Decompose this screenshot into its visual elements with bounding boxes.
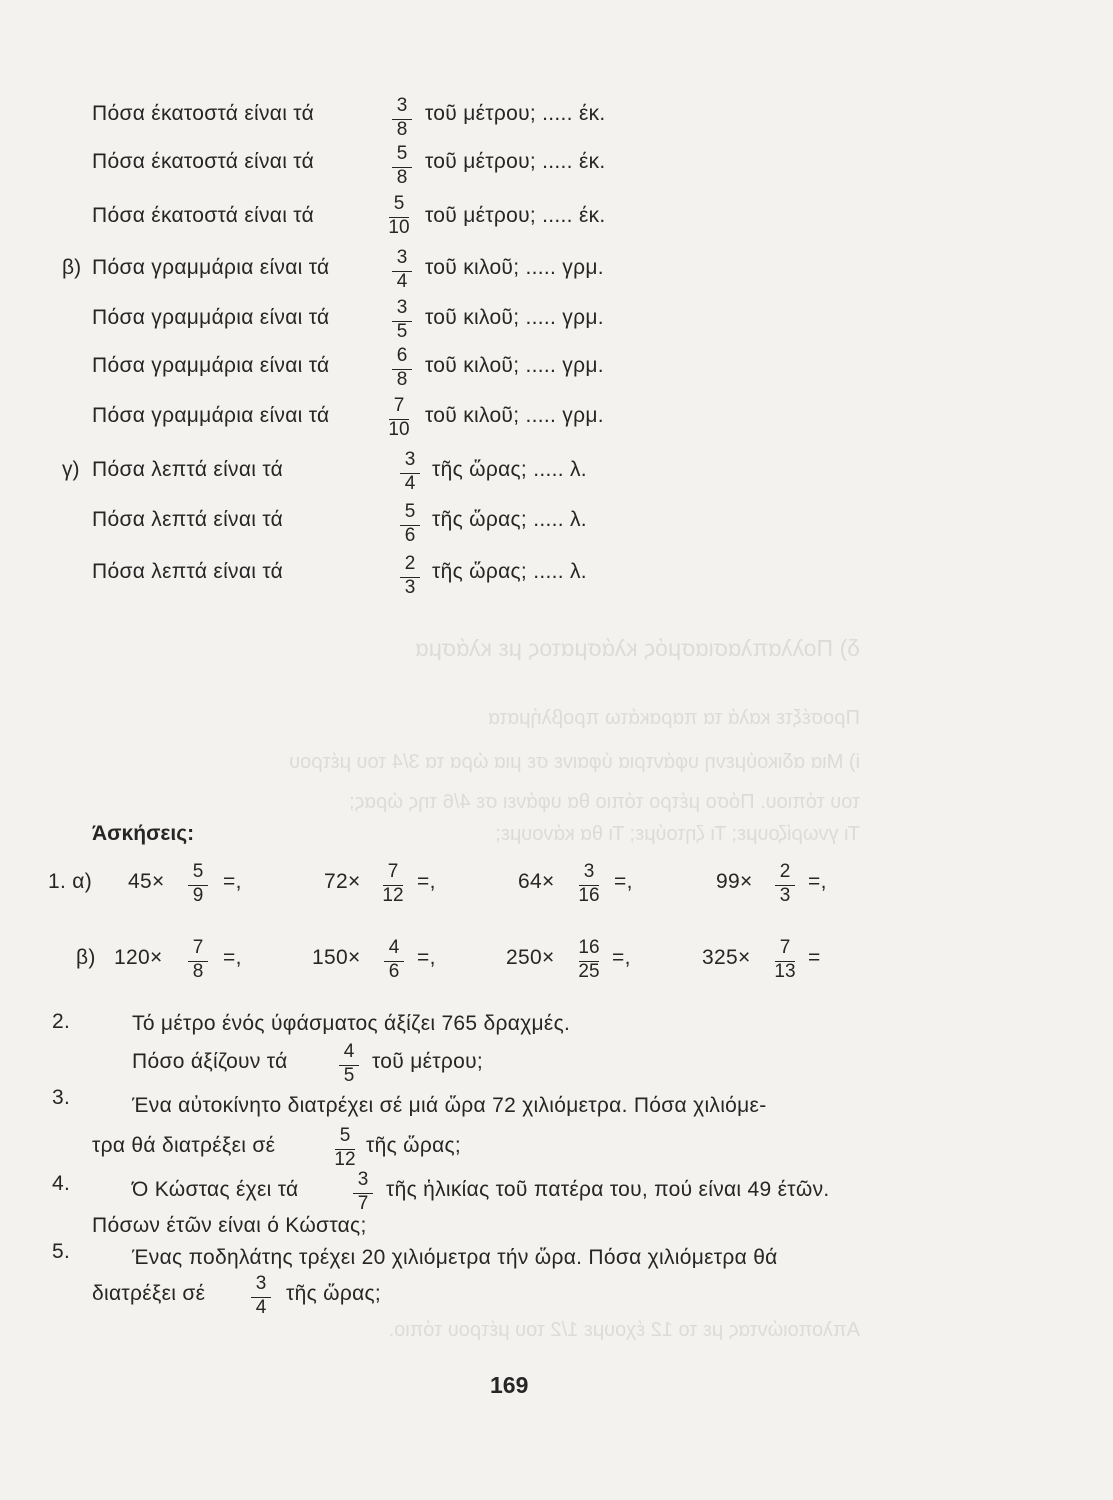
ghost-line: i) Μια αδικούμενη υφάντρια ύφαινε σε μια ώρα τα 3/4 του μέτρου <box>289 751 860 773</box>
multiplicand: 99× <box>716 870 753 893</box>
exercise-text: Τό μέτρο ένός ύφάσματος άξίζει 765 δραχμές. <box>132 1012 571 1035</box>
question-text: Πόσα γραμμάρια είναι τά <box>92 354 330 377</box>
denominator: 5 <box>396 321 408 342</box>
exercise-text: τῆς ἡλικίας τοῦ πατέρα του, πού είναι 49 έτῶν. <box>386 1178 830 1201</box>
question-suffix: τοῦ μέτρου; ..... έκ. <box>425 204 606 227</box>
numerator: 2 <box>404 553 416 574</box>
denominator: 13 <box>774 961 796 982</box>
numerator: 5 <box>393 193 405 214</box>
denominator: 9 <box>192 885 204 906</box>
question-suffix: τῆς ὥρας; ..... λ. <box>432 458 587 481</box>
denominator: 3 <box>779 885 791 906</box>
denominator: 12 <box>382 885 404 906</box>
ghost-line: Προσέξτε καλά τα παρακάτω προβλήματα <box>488 707 860 729</box>
multiplicand: 250× <box>506 946 555 969</box>
denominator: 8 <box>396 167 408 188</box>
numerator: 3 <box>396 95 408 116</box>
numerator: 5 <box>192 861 204 882</box>
numerator: 4 <box>343 1041 355 1062</box>
numerator: 7 <box>387 861 399 882</box>
denominator: 4 <box>255 1297 267 1318</box>
question-suffix: τοῦ μέτρου; ..... έκ. <box>425 150 606 173</box>
section-label-c: γ) <box>62 458 80 481</box>
denominator: 10 <box>388 419 410 440</box>
exercise-number: 3. <box>52 1086 71 1109</box>
question-suffix: τοῦ κιλοῦ; ..... γρμ. <box>425 306 604 329</box>
question-suffix: τοῦ μέτρου; ..... έκ. <box>425 102 606 125</box>
question-suffix: τοῦ κιλοῦ; ..... γρμ. <box>425 354 604 377</box>
denominator: 7 <box>357 1193 369 1214</box>
denominator: 4 <box>396 271 408 292</box>
question-text: Πόσα γραμμάρια είναι τά <box>92 404 330 427</box>
denominator: 8 <box>396 369 408 390</box>
question-suffix: τῆς ὥρας; ..... λ. <box>432 508 587 531</box>
denominator: 5 <box>343 1065 355 1086</box>
exercise-text: τρα θά διατρέξει σέ <box>92 1134 276 1157</box>
question-text: Πόσα γραμμάρια είναι τά <box>92 306 330 329</box>
multiplicand: 45× <box>128 870 165 893</box>
numerator: 7 <box>393 395 405 416</box>
numerator: 5 <box>339 1125 351 1146</box>
numerator: 3 <box>396 247 408 268</box>
numerator: 2 <box>779 861 791 882</box>
denominator: 10 <box>388 217 410 238</box>
numerator: 3 <box>396 297 408 318</box>
exercise-text: Ένα αὐτοκίνητο διατρέχει σέ μιά ὥρα 72 χιλιόμετρα. Πόσα χιλιόμε- <box>132 1094 767 1117</box>
question-suffix: τῆς ὥρας; ..... λ. <box>432 560 587 583</box>
exercise-text: τῆς ὥρας; <box>366 1134 462 1157</box>
multiplicand: 325× <box>702 946 751 969</box>
denominator: 8 <box>192 961 204 982</box>
numerator: 6 <box>396 345 408 366</box>
question-text: Πόσα γραμμάρια είναι τά <box>92 256 330 279</box>
numerator: 5 <box>396 143 408 164</box>
exercise-text: τοῦ μέτρου; <box>372 1050 483 1073</box>
multiplicand: 150× <box>312 946 361 969</box>
exercise-1-label-b: β) <box>76 946 96 969</box>
section-label-b: β) <box>62 256 82 279</box>
equals-blank: =, <box>417 870 436 893</box>
denominator: 25 <box>578 961 600 982</box>
equals-blank: =, <box>808 870 827 893</box>
equals-blank: = <box>808 946 821 969</box>
equals-blank: =, <box>417 946 436 969</box>
exercise-text: διατρέξει σέ <box>92 1282 206 1305</box>
ghost-line: του τόπιου. Πόσο μέτρο τόπιο θα υφάνει σε 4/6 της ώρας; <box>349 791 860 813</box>
exercise-number: 2. <box>52 1010 71 1033</box>
numerator: 4 <box>388 937 400 958</box>
exercise-text: τῆς ὥρας; <box>286 1282 382 1305</box>
exercise-text: Ό Κώστας έχει τά <box>132 1178 299 1201</box>
numerator: 3 <box>357 1169 369 1190</box>
denominator: 3 <box>404 577 416 598</box>
question-text: Πόσα έκατοστά είναι τά <box>92 150 315 173</box>
multiplicand: 64× <box>518 870 555 893</box>
question-text: Πόσα λεπτά είναι τά <box>92 508 284 531</box>
numerator: 7 <box>192 937 204 958</box>
exercise-1-label: 1. α) <box>48 870 92 893</box>
numerator: 16 <box>578 937 600 958</box>
question-suffix: τοῦ κιλοῦ; ..... γρμ. <box>425 256 604 279</box>
equals-blank: =, <box>223 870 242 893</box>
ghost-heading: δ) Πολλαπλασιασμός κλάσματος με κλάσμα <box>415 635 860 661</box>
exercise-text: Ένας ποδηλάτης τρέχει 20 χιλιόμετρα τήν ὥρα. Πόσα χιλιόμετρα θά <box>132 1246 778 1269</box>
question-suffix: τοῦ κιλοῦ; ..... γρμ. <box>425 404 604 427</box>
exercise-number: 5. <box>52 1240 71 1263</box>
exercise-text: Πόσο άξίζουν τά <box>132 1050 288 1073</box>
question-text: Πόσα έκατοστά είναι τά <box>92 204 315 227</box>
denominator: 6 <box>404 525 416 546</box>
numerator: 5 <box>404 501 416 522</box>
numerator: 3 <box>583 861 595 882</box>
denominator: 4 <box>404 473 416 494</box>
ghost-line: Τι γνωρίζουμε; Τι ζητούμε; Τι θα κάνουμε; <box>495 823 860 845</box>
question-text: Πόσα έκατοστά είναι τά <box>92 102 315 125</box>
question-text: Πόσα λεπτά είναι τά <box>92 560 284 583</box>
ghost-line: Απλοποιώντας με το 12 έχουμε 1/2 του μέτρου τόπιο. <box>388 1319 860 1341</box>
exercise-text: Πόσων έτῶν είναι ό Κώστας; <box>92 1214 367 1237</box>
numerator: 3 <box>404 449 416 470</box>
numerator: 3 <box>255 1273 267 1294</box>
page-number: 169 <box>490 1372 529 1398</box>
denominator: 12 <box>334 1149 356 1170</box>
question-text: Πόσα λεπτά είναι τά <box>92 458 284 481</box>
multiplicand: 72× <box>324 870 361 893</box>
denominator: 16 <box>578 885 600 906</box>
multiplicand: 120× <box>114 946 163 969</box>
equals-blank: =, <box>612 946 631 969</box>
denominator: 6 <box>388 961 400 982</box>
denominator: 8 <box>396 119 408 140</box>
equals-blank: =, <box>223 946 242 969</box>
exercises-heading: Άσκήσεις: <box>92 822 195 845</box>
numerator: 7 <box>779 937 791 958</box>
exercise-number: 4. <box>52 1172 71 1195</box>
equals-blank: =, <box>614 870 633 893</box>
